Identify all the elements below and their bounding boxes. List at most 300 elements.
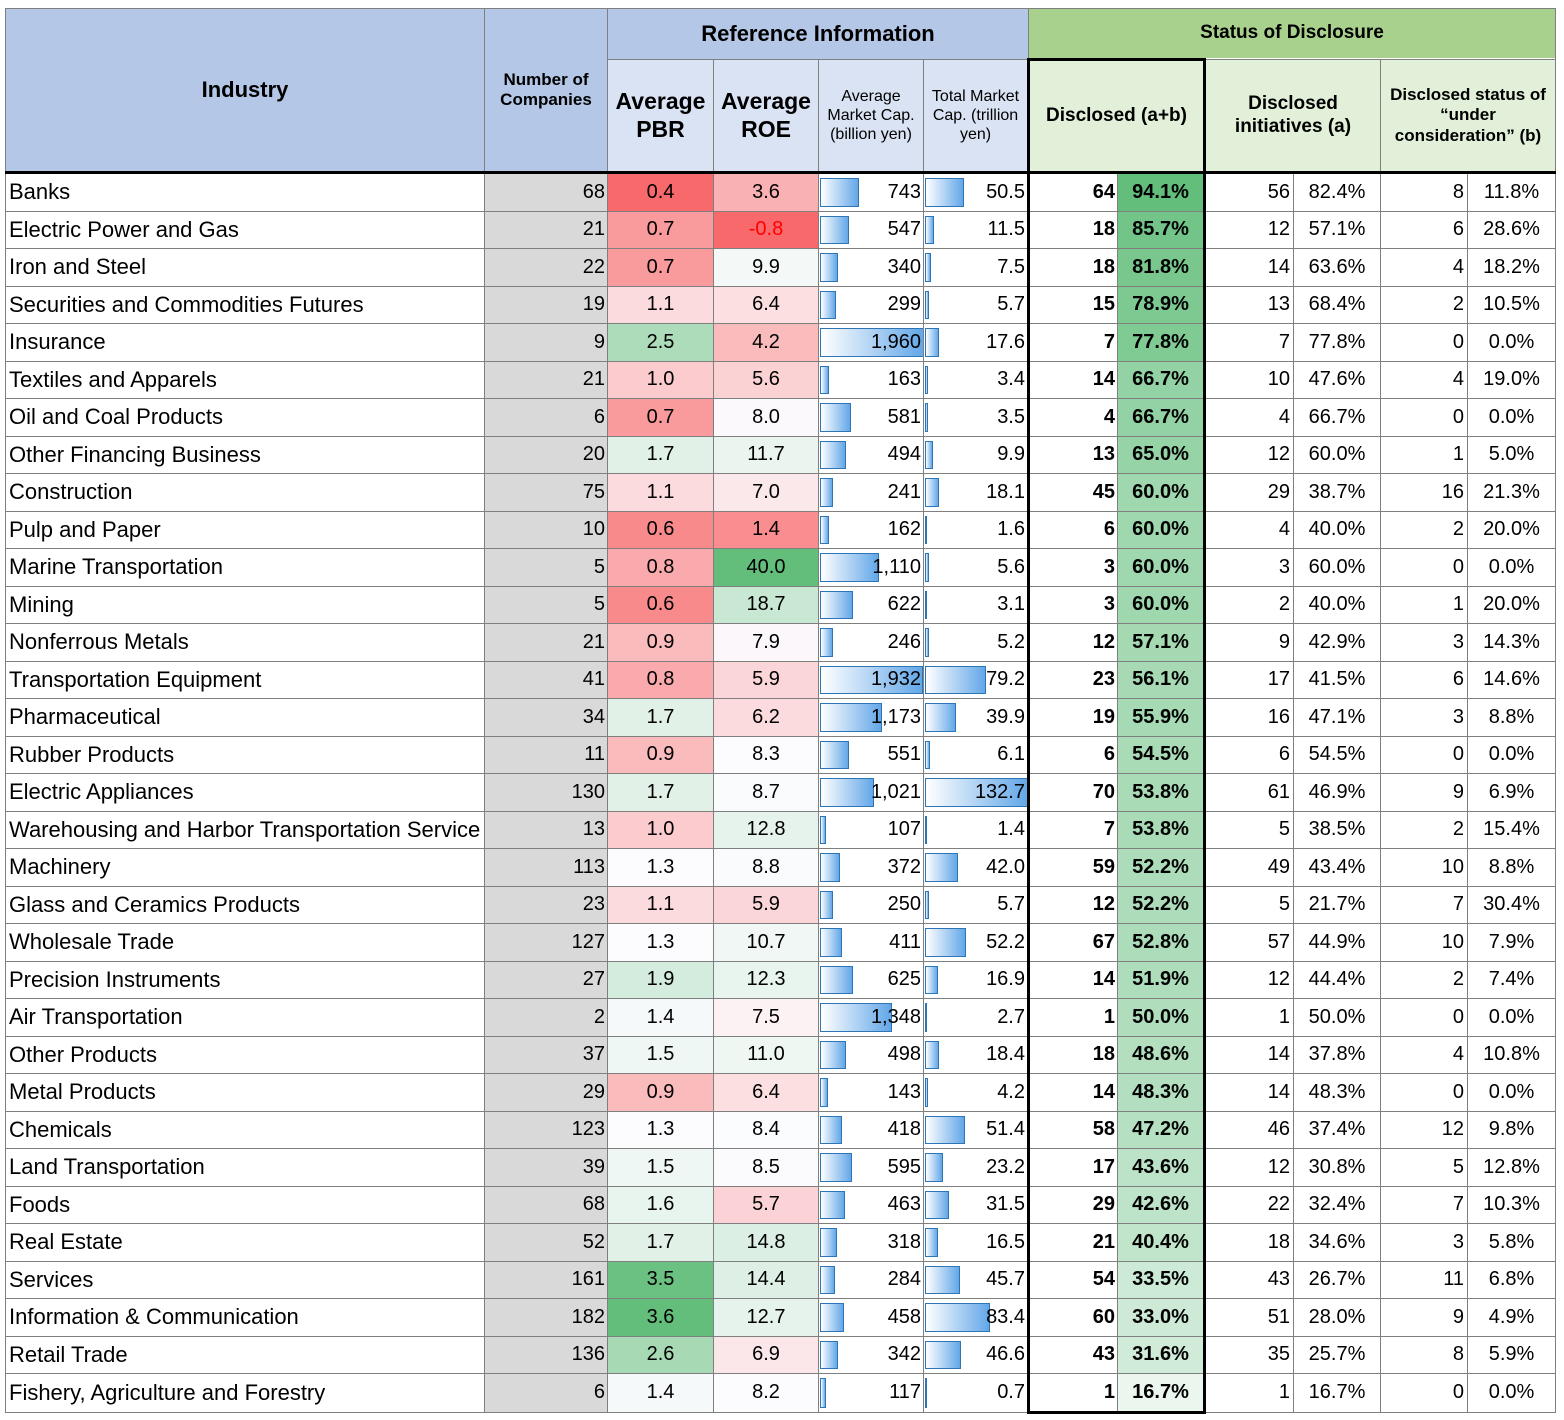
roe-cell: 10.7 <box>714 924 819 962</box>
total-market-cap-cell-value: 39.9 <box>986 705 1025 728</box>
avg-market-cap-databar <box>820 966 853 995</box>
initiatives-pct-cell: 47.6% <box>1294 361 1381 399</box>
avg-market-cap-cell-value: 299 <box>887 293 921 316</box>
avg-market-cap-cell-value: 117 <box>889 1381 921 1404</box>
avg-market-cap-cell <box>819 1111 924 1149</box>
initiatives-count-cell: 22 <box>1205 1186 1294 1224</box>
total-market-cap-cell-value: 18.1 <box>986 480 1025 503</box>
consideration-pct-cell: 21.3% <box>1468 474 1556 512</box>
initiatives-count-cell: 6 <box>1205 736 1294 774</box>
avg-market-cap-cell-value: 498 <box>887 1043 921 1066</box>
consideration-pct-cell: 7.9% <box>1468 924 1556 962</box>
avg-market-cap-cell <box>819 924 924 962</box>
total-market-cap-databar <box>925 253 931 282</box>
avg-market-cap-cell-value: 463 <box>887 1193 921 1216</box>
total-market-cap-cell-value: 3.5 <box>997 405 1025 428</box>
table-row <box>6 1374 1556 1413</box>
consideration-pct-cell: 6.9% <box>1468 774 1556 812</box>
roe-cell: 8.8 <box>714 849 819 887</box>
initiatives-count-cell: 12 <box>1205 211 1294 249</box>
total-market-cap-cell-value: 1.4 <box>997 818 1025 841</box>
avg-market-cap-databar <box>820 741 849 770</box>
table-row <box>6 661 1556 699</box>
consideration-count-cell: 2 <box>1381 286 1468 324</box>
pbr-cell: 2.6 <box>608 1336 714 1374</box>
table-row <box>6 1336 1556 1374</box>
total-market-cap-databar <box>925 1116 965 1145</box>
total-market-cap-cell-value: 6.1 <box>997 743 1025 766</box>
table-row <box>6 699 1556 737</box>
consideration-pct-cell: 5.0% <box>1468 436 1556 474</box>
total-market-cap-cell <box>924 211 1029 249</box>
avg-market-cap-cell-value: 1,173 <box>870 705 921 728</box>
total-market-cap-cell-value: 5.6 <box>997 555 1025 578</box>
pbr-cell: 1.4 <box>608 999 714 1037</box>
initiatives-pct-cell: 38.5% <box>1294 811 1381 849</box>
initiatives-pct-cell: 21.7% <box>1294 886 1381 924</box>
avg-market-cap-databar <box>820 1303 844 1332</box>
total-market-cap-databar <box>925 891 929 920</box>
disclosed-count-cell: 12 <box>1029 624 1118 662</box>
total-market-cap-cell <box>924 811 1029 849</box>
industry-cell: Textiles and Apparels <box>6 361 485 399</box>
avg-market-cap-databar <box>820 1191 845 1220</box>
header-total-market-cap: Total Market Cap. (trillion yen) <box>924 60 1029 173</box>
disclosed-count-cell: 54 <box>1029 1261 1118 1299</box>
disclosed-count-cell: 45 <box>1029 474 1118 512</box>
avg-market-cap-cell <box>819 811 924 849</box>
total-market-cap-databar <box>925 1003 927 1032</box>
initiatives-count-cell: 35 <box>1205 1336 1294 1374</box>
table-row <box>6 999 1556 1037</box>
total-market-cap-cell-value: 1.6 <box>997 518 1025 541</box>
total-market-cap-databar <box>925 741 930 770</box>
total-market-cap-databar <box>925 966 938 995</box>
roe-cell: 5.9 <box>714 661 819 699</box>
pbr-cell: 0.7 <box>608 249 714 287</box>
roe-cell: 18.7 <box>714 586 819 624</box>
avg-market-cap-cell-value: 107 <box>887 818 921 841</box>
industry-cell: Land Transportation <box>6 1149 485 1187</box>
roe-cell: 4.2 <box>714 324 819 362</box>
consideration-count-cell: 0 <box>1381 399 1468 437</box>
total-market-cap-databar <box>925 516 927 545</box>
total-market-cap-databar <box>925 1341 961 1370</box>
consideration-pct-cell: 0.0% <box>1468 999 1556 1037</box>
disclosed-count-cell: 4 <box>1029 399 1118 437</box>
industry-cell: Construction <box>6 474 485 512</box>
total-market-cap-databar <box>925 366 928 395</box>
company-count-cell: 21 <box>485 624 608 662</box>
company-count-cell: 113 <box>485 849 608 887</box>
avg-market-cap-cell-value: 411 <box>889 930 921 953</box>
company-count-cell: 6 <box>485 399 608 437</box>
initiatives-pct-cell: 66.7% <box>1294 399 1381 437</box>
avg-market-cap-cell-value: 1,348 <box>870 1005 921 1028</box>
avg-market-cap-cell <box>819 1186 924 1224</box>
total-market-cap-databar <box>925 1303 990 1332</box>
total-market-cap-cell <box>924 474 1029 512</box>
initiatives-count-cell: 14 <box>1205 1074 1294 1112</box>
avg-market-cap-cell-value: 494 <box>887 443 921 466</box>
avg-market-cap-databar <box>820 891 833 920</box>
total-market-cap-cell-value: 3.1 <box>997 593 1025 616</box>
disclosed-pct-cell: 52.8% <box>1118 924 1205 962</box>
disclosed-count-cell: 67 <box>1029 924 1118 962</box>
pbr-cell: 1.3 <box>608 1111 714 1149</box>
industry-cell: Chemicals <box>6 1111 485 1149</box>
initiatives-count-cell: 5 <box>1205 886 1294 924</box>
total-market-cap-cell <box>924 436 1029 474</box>
avg-market-cap-cell-value: 458 <box>887 1305 921 1328</box>
roe-cell: 8.7 <box>714 774 819 812</box>
table-row <box>6 286 1556 324</box>
disclosed-count-cell: 13 <box>1029 436 1118 474</box>
table-row <box>6 1299 1556 1337</box>
industry-cell: Pharmaceutical <box>6 699 485 737</box>
table-row <box>6 1261 1556 1299</box>
consideration-count-cell: 2 <box>1381 811 1468 849</box>
disclosed-count-cell: 15 <box>1029 286 1118 324</box>
initiatives-count-cell: 12 <box>1205 1149 1294 1187</box>
initiatives-count-cell: 1 <box>1205 1374 1294 1413</box>
avg-market-cap-databar <box>820 1341 838 1370</box>
avg-market-cap-cell-value: 284 <box>887 1268 921 1291</box>
initiatives-pct-cell: 43.4% <box>1294 849 1381 887</box>
pbr-cell: 0.7 <box>608 399 714 437</box>
pbr-cell: 1.0 <box>608 361 714 399</box>
industry-cell: Iron and Steel <box>6 249 485 287</box>
avg-market-cap-databar <box>820 853 840 882</box>
avg-market-cap-cell <box>819 661 924 699</box>
disclosed-count-cell: 43 <box>1029 1336 1118 1374</box>
avg-market-cap-cell <box>819 249 924 287</box>
avg-market-cap-databar <box>820 1153 852 1182</box>
avg-market-cap-cell-value: 342 <box>887 1343 921 1366</box>
total-market-cap-databar <box>925 478 939 507</box>
total-market-cap-cell-value: 11.5 <box>987 218 1025 241</box>
disclosed-count-cell: 18 <box>1029 249 1118 287</box>
disclosed-pct-cell: 50.0% <box>1118 999 1205 1037</box>
disclosed-count-cell: 12 <box>1029 886 1118 924</box>
industry-cell: Other Products <box>6 1036 485 1074</box>
consideration-count-cell: 10 <box>1381 849 1468 887</box>
company-count-cell: 6 <box>485 1374 608 1413</box>
disclosed-pct-cell: 42.6% <box>1118 1186 1205 1224</box>
company-count-cell: 21 <box>485 361 608 399</box>
company-count-cell: 123 <box>485 1111 608 1149</box>
industry-cell: Electric Appliances <box>6 774 485 812</box>
table-row <box>6 624 1556 662</box>
total-market-cap-databar <box>925 1228 938 1257</box>
pbr-cell: 0.9 <box>608 736 714 774</box>
total-market-cap-cell <box>924 961 1029 999</box>
avg-market-cap-cell-value: 1,110 <box>872 555 921 578</box>
disclosed-count-cell: 29 <box>1029 1186 1118 1224</box>
total-market-cap-cell <box>924 361 1029 399</box>
company-count-cell: 182 <box>485 1299 608 1337</box>
avg-market-cap-databar <box>820 403 851 432</box>
avg-market-cap-cell-value: 418 <box>887 1118 921 1141</box>
consideration-pct-cell: 4.9% <box>1468 1299 1556 1337</box>
total-market-cap-cell-value: 9.9 <box>997 443 1025 466</box>
disclosed-pct-cell: 94.1% <box>1118 173 1205 212</box>
total-market-cap-databar <box>925 441 933 470</box>
header-status-of-disclosure: Status of Disclosure <box>1029 9 1556 60</box>
industry-cell: Transportation Equipment <box>6 661 485 699</box>
consideration-count-cell: 7 <box>1381 886 1468 924</box>
table-row <box>6 1224 1556 1262</box>
total-market-cap-databar <box>925 1078 928 1107</box>
consideration-count-cell: 0 <box>1381 999 1468 1037</box>
total-market-cap-cell-value: 4.2 <box>997 1080 1025 1103</box>
disclosed-count-cell: 21 <box>1029 1224 1118 1262</box>
roe-cell: 8.3 <box>714 736 819 774</box>
disclosed-count-cell: 70 <box>1029 774 1118 812</box>
disclosed-pct-cell: 52.2% <box>1118 849 1205 887</box>
industry-cell: Foods <box>6 1186 485 1224</box>
total-market-cap-cell <box>924 1261 1029 1299</box>
disclosed-count-cell: 6 <box>1029 511 1118 549</box>
disclosed-pct-cell: 31.6% <box>1118 1336 1205 1374</box>
initiatives-pct-cell: 54.5% <box>1294 736 1381 774</box>
initiatives-pct-cell: 41.5% <box>1294 661 1381 699</box>
industry-cell: Glass and Ceramics Products <box>6 886 485 924</box>
initiatives-count-cell: 5 <box>1205 811 1294 849</box>
avg-market-cap-cell-value: 1,932 <box>870 668 921 691</box>
initiatives-pct-cell: 82.4% <box>1294 173 1381 212</box>
avg-market-cap-cell-value: 372 <box>887 855 921 878</box>
pbr-cell: 1.6 <box>608 1186 714 1224</box>
disclosed-count-cell: 18 <box>1029 211 1118 249</box>
total-market-cap-cell <box>924 324 1029 362</box>
industry-cell: Securities and Commodities Futures <box>6 286 485 324</box>
disclosed-pct-cell: 60.0% <box>1118 474 1205 512</box>
consideration-count-cell: 4 <box>1381 361 1468 399</box>
initiatives-pct-cell: 47.1% <box>1294 699 1381 737</box>
company-count-cell: 5 <box>485 586 608 624</box>
industry-cell: Warehousing and Harbor Transportation Service <box>6 811 485 849</box>
consideration-pct-cell: 8.8% <box>1468 849 1556 887</box>
disclosed-pct-cell: 60.0% <box>1118 549 1205 587</box>
disclosed-pct-cell: 77.8% <box>1118 324 1205 362</box>
total-market-cap-databar <box>925 816 927 845</box>
total-market-cap-cell-value: 3.4 <box>997 368 1025 391</box>
initiatives-count-cell: 10 <box>1205 361 1294 399</box>
pbr-cell: 2.5 <box>608 324 714 362</box>
roe-cell: 6.2 <box>714 699 819 737</box>
consideration-pct-cell: 14.6% <box>1468 661 1556 699</box>
total-market-cap-cell-value: 16.5 <box>986 1230 1025 1253</box>
initiatives-pct-cell: 40.0% <box>1294 586 1381 624</box>
total-market-cap-databar <box>925 178 964 207</box>
avg-market-cap-databar <box>820 928 842 957</box>
table-row <box>6 474 1556 512</box>
avg-market-cap-cell <box>819 1336 924 1374</box>
initiatives-count-cell: 14 <box>1205 1036 1294 1074</box>
industry-cell: Banks <box>6 173 485 212</box>
industry-cell: Fishery, Agriculture and Forestry <box>6 1374 485 1413</box>
total-market-cap-cell-value: 23.2 <box>986 1155 1025 1178</box>
pbr-cell: 1.9 <box>608 961 714 999</box>
initiatives-count-cell: 2 <box>1205 586 1294 624</box>
industry-cell: Pulp and Paper <box>6 511 485 549</box>
total-market-cap-cell <box>924 1074 1029 1112</box>
table-row <box>6 736 1556 774</box>
avg-market-cap-databar <box>820 816 826 845</box>
roe-cell: 7.5 <box>714 999 819 1037</box>
initiatives-pct-cell: 44.9% <box>1294 924 1381 962</box>
disclosed-pct-cell: 57.1% <box>1118 624 1205 662</box>
header-disclosed: Disclosed (a+b) <box>1029 60 1205 173</box>
initiatives-count-cell: 18 <box>1205 1224 1294 1262</box>
disclosed-count-cell: 3 <box>1029 549 1118 587</box>
avg-market-cap-databar <box>820 1078 828 1107</box>
total-market-cap-databar <box>925 628 929 657</box>
consideration-pct-cell: 0.0% <box>1468 1074 1556 1112</box>
consideration-pct-cell: 19.0% <box>1468 361 1556 399</box>
avg-market-cap-cell-value: 1,960 <box>870 330 921 353</box>
total-market-cap-cell <box>924 699 1029 737</box>
pbr-cell: 1.7 <box>608 436 714 474</box>
disclosed-count-cell: 23 <box>1029 661 1118 699</box>
industry-cell: Precision Instruments <box>6 961 485 999</box>
total-market-cap-cell-value: 31.5 <box>986 1193 1025 1216</box>
total-market-cap-cell <box>924 661 1029 699</box>
roe-cell: 9.9 <box>714 249 819 287</box>
table-row <box>6 1036 1556 1074</box>
total-market-cap-cell <box>924 1036 1029 1074</box>
avg-market-cap-cell-value: 551 <box>887 743 921 766</box>
consideration-count-cell: 1 <box>1381 586 1468 624</box>
table-row <box>6 586 1556 624</box>
avg-market-cap-cell-value: 250 <box>887 893 921 916</box>
consideration-pct-cell: 10.8% <box>1468 1036 1556 1074</box>
initiatives-count-cell: 49 <box>1205 849 1294 887</box>
consideration-count-cell: 5 <box>1381 1149 1468 1187</box>
roe-cell: 7.0 <box>714 474 819 512</box>
consideration-count-cell: 3 <box>1381 1224 1468 1262</box>
initiatives-count-cell: 56 <box>1205 173 1294 212</box>
roe-cell: 5.9 <box>714 886 819 924</box>
consideration-pct-cell: 7.4% <box>1468 961 1556 999</box>
avg-market-cap-databar <box>820 516 829 545</box>
initiatives-count-cell: 12 <box>1205 436 1294 474</box>
consideration-count-cell: 3 <box>1381 699 1468 737</box>
avg-market-cap-databar <box>820 1228 837 1257</box>
total-market-cap-cell-value: 46.6 <box>986 1343 1025 1366</box>
consideration-pct-cell: 20.0% <box>1468 586 1556 624</box>
total-market-cap-cell <box>924 511 1029 549</box>
total-market-cap-databar <box>925 928 966 957</box>
initiatives-pct-cell: 28.0% <box>1294 1299 1381 1337</box>
avg-market-cap-databar <box>820 591 853 620</box>
disclosed-pct-cell: 40.4% <box>1118 1224 1205 1262</box>
consideration-count-cell: 0 <box>1381 1074 1468 1112</box>
avg-market-cap-cell <box>819 1299 924 1337</box>
total-market-cap-databar <box>925 291 929 320</box>
avg-market-cap-cell-value: 162 <box>887 518 921 541</box>
total-market-cap-cell-value: 0.7 <box>997 1381 1025 1404</box>
industry-cell: Machinery <box>6 849 485 887</box>
table-row <box>6 361 1556 399</box>
header-average-market-cap: Average Market Cap. (billion yen) <box>819 60 924 173</box>
consideration-count-cell: 9 <box>1381 774 1468 812</box>
consideration-pct-cell: 9.8% <box>1468 1111 1556 1149</box>
initiatives-pct-cell: 60.0% <box>1294 549 1381 587</box>
consideration-count-cell: 10 <box>1381 924 1468 962</box>
pbr-cell: 0.9 <box>608 624 714 662</box>
initiatives-count-cell: 43 <box>1205 1261 1294 1299</box>
company-count-cell: 9 <box>485 324 608 362</box>
total-market-cap-databar <box>925 1378 927 1408</box>
header-under-consideration: Disclosed status of “under consideration” (b) <box>1381 60 1556 173</box>
avg-market-cap-databar <box>820 1266 835 1295</box>
roe-cell: 12.3 <box>714 961 819 999</box>
industry-cell: Other Financing Business <box>6 436 485 474</box>
avg-market-cap-cell-value: 163 <box>887 368 921 391</box>
avg-market-cap-databar <box>820 778 874 807</box>
roe-cell: 12.7 <box>714 1299 819 1337</box>
company-count-cell: 13 <box>485 811 608 849</box>
industry-cell: Air Transportation <box>6 999 485 1037</box>
company-count-cell: 127 <box>485 924 608 962</box>
total-market-cap-cell-value: 16.9 <box>986 968 1025 991</box>
avg-market-cap-cell-value: 743 <box>887 180 921 203</box>
consideration-count-cell: 1 <box>1381 436 1468 474</box>
avg-market-cap-cell <box>819 399 924 437</box>
pbr-cell: 1.5 <box>608 1036 714 1074</box>
consideration-count-cell: 0 <box>1381 324 1468 362</box>
total-market-cap-cell <box>924 586 1029 624</box>
disclosed-pct-cell: 60.0% <box>1118 586 1205 624</box>
disclosed-pct-cell: 78.9% <box>1118 286 1205 324</box>
company-count-cell: 52 <box>485 1224 608 1262</box>
avg-market-cap-cell <box>819 1374 924 1413</box>
avg-market-cap-cell <box>819 1224 924 1262</box>
pbr-cell: 1.0 <box>608 811 714 849</box>
disclosed-pct-cell: 16.7% <box>1118 1374 1205 1413</box>
industry-cell: Oil and Coal Products <box>6 399 485 437</box>
total-market-cap-databar <box>925 403 928 432</box>
consideration-pct-cell: 30.4% <box>1468 886 1556 924</box>
header-number-of-companies: Number of Companies <box>485 9 608 173</box>
disclosed-count-cell: 7 <box>1029 324 1118 362</box>
table-row <box>6 173 1556 212</box>
company-count-cell: 20 <box>485 436 608 474</box>
disclosed-pct-cell: 47.2% <box>1118 1111 1205 1149</box>
disclosed-pct-cell: 33.5% <box>1118 1261 1205 1299</box>
avg-market-cap-databar <box>820 216 849 245</box>
pbr-cell: 1.3 <box>608 849 714 887</box>
disclosed-pct-cell: 60.0% <box>1118 511 1205 549</box>
industry-cell: Electric Power and Gas <box>6 211 485 249</box>
consideration-count-cell: 2 <box>1381 961 1468 999</box>
consideration-pct-cell: 5.9% <box>1468 1336 1556 1374</box>
avg-market-cap-cell <box>819 999 924 1037</box>
roe-cell: 5.7 <box>714 1186 819 1224</box>
roe-cell: -0.8 <box>714 211 819 249</box>
avg-market-cap-databar <box>820 1041 846 1070</box>
avg-market-cap-cell-value: 1,021 <box>870 780 921 803</box>
initiatives-pct-cell: 42.9% <box>1294 624 1381 662</box>
consideration-pct-cell: 14.3% <box>1468 624 1556 662</box>
total-market-cap-cell-value: 42.0 <box>986 855 1025 878</box>
industry-cell: Services <box>6 1261 485 1299</box>
table-row <box>6 1111 1556 1149</box>
consideration-count-cell: 9 <box>1381 1299 1468 1337</box>
initiatives-pct-cell: 68.4% <box>1294 286 1381 324</box>
